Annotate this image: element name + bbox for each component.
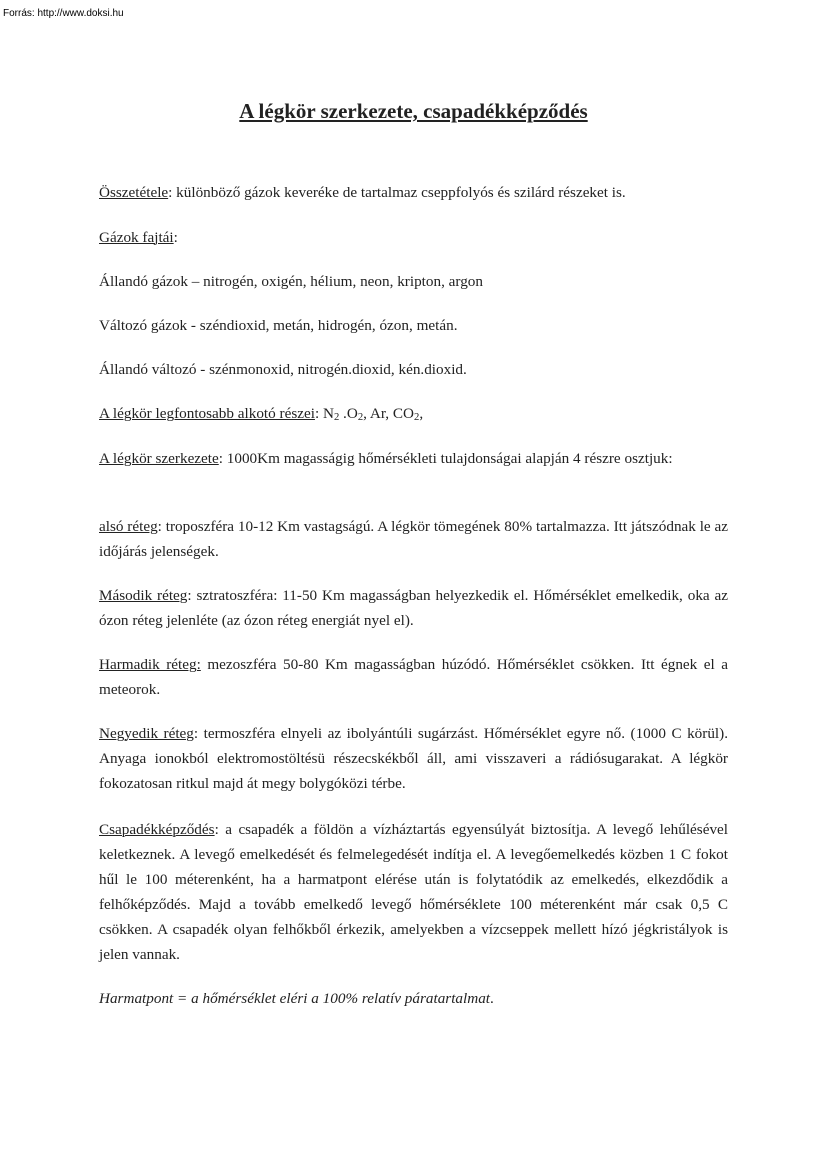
gas-types-paragraph (99, 225, 178, 250)
components-mid-1: .O (339, 405, 358, 422)
structure-paragraph (99, 446, 728, 471)
source-link[interactable]: Forrás: http://www.doksi.hu (3, 8, 124, 19)
composition-text: : különböző gázok keveréke de tartalmaz cseppfolyós és szilárd részeket is. (168, 184, 626, 201)
components-label: A légkör legfontosabb alkotó részei (99, 405, 315, 422)
layer1-text: : troposzféra 10-12 Km vastagságú. A légkör tömegének 80% tartalmazza. Itt játszódnak le az időjárás jelenségek. (99, 518, 728, 560)
components-paragraph (99, 401, 423, 426)
permanent-variable-paragraph: Állandó változó - szénmonoxid, nitrogén.dioxid, kén.dioxid. (99, 361, 467, 378)
composition-label: Összetétele (99, 184, 169, 201)
components-sub-1: 2 (333, 412, 340, 423)
dewpoint-end: . (490, 990, 494, 1007)
layer3-text: mezoszféra 50-80 Km magasságban húzódó. Hőmérséklet csökken. Itt égnek el a meteorok. (99, 656, 728, 698)
layer4-label: Negyedik réteg (99, 725, 194, 742)
precipitation-paragraph (99, 817, 728, 967)
layer2-label: Második réteg (99, 587, 188, 604)
layer2-text: : sztratoszféra: 11-50 Km magasságban helyezkedik el. Hőmérséklet emelkedik, oka az ózon réteg jelenléte (az ózon réteg energiát nyel el). (99, 587, 728, 629)
permanent-gases-paragraph: Állandó gázok – nitrogén, oxigén, hélium, neon, kripton, argon (99, 273, 483, 290)
page-title: A légkör szerkezete, csapadékképződés (239, 99, 588, 123)
dewpoint-paragraph (99, 986, 494, 1011)
precipitation-text: : a csapadék a földön a vízháztartás egyensúlyát biztosítja. A levegő lehűlésével keletkeznek. A levegő emelkedését és felmelegedését indítja el. A levegőemelkedés közben 1 C fokot hűl le 100 méterenként, ha a harmatpont elérése után is folytatódik az emelkedés, elkezdődik a felhőképződés. Majd a tovább emelkedő levegő hőmérséklete 100 méterenként már csak 0,5 C csökken. A csapadék olyan felhőkből érkezik, amelyekben a vízcseppek mellett hízó jégkristályok is jelen vannak. (99, 821, 728, 963)
composition-paragraph (99, 180, 728, 205)
layer3-paragraph (99, 652, 728, 702)
layer2-paragraph (99, 583, 728, 633)
layer1-paragraph (99, 514, 728, 564)
layer3-label: Harmadik réteg: (99, 656, 201, 673)
structure-label: A légkör szerkezete (99, 450, 219, 467)
layer4-paragraph (99, 721, 728, 796)
layer1-label: alsó réteg (99, 518, 158, 535)
variable-gases-paragraph: Változó gázok - széndioxid, metán, hidrogén, ózon, metán. (99, 317, 458, 334)
gas-types-label: Gázok fajtái (99, 229, 174, 246)
components-suffix: , (419, 405, 424, 422)
gas-types-text: : (173, 229, 178, 246)
components-prefix: : N (314, 405, 334, 422)
dewpoint-definition: Harmatpont = a hőmérséklet eléri a 100% relatív páratartalmat (99, 990, 491, 1007)
components-sub-3: 2 (414, 412, 420, 423)
layer4-text: : termoszféra elnyeli az ibolyántúli sugárzást. Hőmérséklet egyre nő. (1000 C körül). Anyaga ionokból elektromostöltésü részecskékből áll, ami visszaveri a rádiósugarakat. A légkör fokozatosan ritkul majd át megy bolygóközi térbe. (99, 725, 728, 792)
components-sub-2: 2 (357, 412, 364, 423)
components-mid-2: , Ar, CO (363, 405, 414, 422)
structure-text: : 1000Km magasságig hőmérsékleti tulajdonságai alapján 4 részre osztjuk: (218, 450, 673, 467)
precipitation-label: Csapadékképződés (99, 821, 215, 838)
